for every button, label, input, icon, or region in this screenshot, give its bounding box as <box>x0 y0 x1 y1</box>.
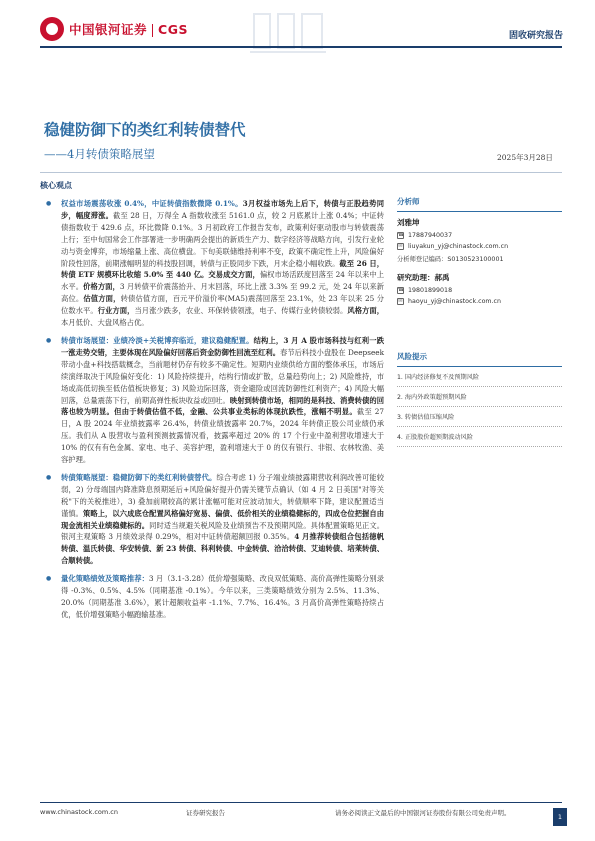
analyst-email[interactable] <box>397 243 562 250</box>
footer-website[interactable]: www.chinastock.com.cn <box>40 808 118 816</box>
paragraph-segment: 3 月（3.1-3.28）低价增强策略、改良双低策略、高价高弹性策略分别录得 -0.3%、0.5%、4.5%（同期基准 -0.1%）。今年以来，三类策略绩效分别为 2.5%、11.3%、20.0%（同期基准 3.6%），累计超额收益率 -1.1%、7.7%、16.4%。3 月高价高弹性策略持续占优，低价增强策略小幅跑输基准。 <box>61 574 384 619</box>
analyst-phone <box>397 232 562 239</box>
report-title: 稳健防御下的类红利转债替代 <box>44 120 246 139</box>
core-view-paragraph <box>44 198 384 329</box>
risk-item: 4. 正股股价超预期波动风险 <box>397 427 562 447</box>
mail-icon: ✉ <box>398 298 403 304</box>
paragraph-segment: 截至 28 日，万得全 A 指数收涨至 5161.0 点，较 2 月底累计上涨 0.4%；中证转债指数收于 429.6 点，环比微降 0.1%。3 月初政府工作报告发布，政策利好驱动股市与转债震荡上行；至中旬国常会工作部署进一步明确两会提出的新质生产力、数字经济等战略方向，引发行业轮动与资金博弈，市场缩量上涨、高位横盘。下旬美联储维持利率不变，政策不确定性上升，风险偏好阶段性回落，前期涨幅明显的科技股回调，转债与正股同步下跌，月末企稳小幅收跌。 <box>61 210 384 268</box>
paragraph-segment: 截至 26 日，转债 ETF 规模环比收缩 5.0% 至 440 亿。 <box>61 258 384 280</box>
assistant-phone-text: 19801899018 <box>408 287 453 294</box>
paragraph-segment: 4 月推荐转债组合包括徳帆转债、温氏转债、华安转债、新 23 转债、科利转债、中金转债、洽洽转债、艾迪转债、培莱转债、合顺转债。 <box>61 532 384 566</box>
mail-icon: ✉ <box>398 243 403 249</box>
page-number: 1 <box>553 808 567 826</box>
paragraph-segment: 结构上，3 月 A 股市场科技与红利一跌一涨走势交错，主要体现在风险偏好回落后资金防御性回流至红利。 <box>61 335 385 357</box>
paragraph-segment: 策略上，以六成底仓配置风格偏好宽易、偏债、低价相关的业绩稳健标的，四成仓位把握自由现金流相关业绩稳健标的。 <box>61 508 385 530</box>
paragraph-segment: 权益市场震荡收涨 0.4%，中证转债指数微降 0.1%。 <box>61 199 243 208</box>
page-header <box>0 0 595 70</box>
analyst-name: 刘雅坤 <box>397 218 420 227</box>
paragraph-segment: 截至 27 日，A 股 2024 年业绩披露率 26.4%，转债业绩披露率 20.7%，2024 年转债正股公司业绩仍承压。我们从 A 股营收与盈利预测披露情况看，披露率超过 20% 的 17 个行业中盈利营收增速大于 10% 的仅有有色金属、家电、电子、美容护理，盈利增速大于 0 的仅有银行、非银、农林牧渔、美容护理。 <box>61 407 384 465</box>
watermark-emblem-icon <box>248 8 328 56</box>
footer-divider <box>40 802 562 803</box>
report-subtitle: ——4月转债策略展望 <box>44 147 155 161</box>
logo-text: 中国银河证券 CGS <box>69 22 188 37</box>
paragraph-segment: 估值方面， <box>83 294 121 304</box>
risk-item: 1. 国内经济修复不及预期风险 <box>397 367 562 387</box>
paragraph-segment: 转债估值方面，百元平价溢价率(MA5)震荡回落至 23.1%，处 23 年以来 25 分位数水平。 <box>61 294 385 316</box>
core-views-body <box>44 198 384 627</box>
paragraph-segment: 风格方面， <box>347 306 385 316</box>
paragraph-segment: 综合考虑 1) 分子端业绩披露期营收利润改善可能较弱，2) 分母端国内降准降息预期延后+风险偏好提升仍需关键节点确认（如 4 月 2 日美国"对等关税"下的关税推进），3) 叠加前期较高的累计涨幅可能对应波动加大，转债顺率下降，建议配置适当谨慎。 <box>61 472 384 518</box>
paragraph-segment: 价格方面， <box>83 282 120 292</box>
assistant-email-text[interactable]: haoyu_yj@chinastock.com.cn <box>408 298 502 305</box>
analyst-section-heading: 分析师 <box>397 196 562 212</box>
paragraph-segment: 转债市场展望：业绩冷淡+关税博弈临近，建议稳健配置。 <box>61 335 254 345</box>
title-block <box>44 118 246 162</box>
paragraph-segment: 春节后科技小盘股在 Deepseek 带动小盘+科技搭载概念，当前题材仍存有较多不确定性。短期内业绩供给方面的整体承压，市场后续演绎取决于风险偏好变化：1) 风险持续提升，结构行情或扩散，总量趋势向上；2) 风险维持，市场或高低切换至低估值板块修复；3) 风险边际回落，资金避险或回流防御性红利资产；4) 风险大幅回落，总量震荡下行，前期高弹性板块收益或回吐。 <box>61 347 385 405</box>
analyst-email-text[interactable]: liuyakun_yj@chinastock.com.cn <box>408 243 509 250</box>
core-views-heading: 核心观点 <box>40 180 72 190</box>
paragraph-segment: 量化策略绩效及策略推荐： <box>61 574 149 584</box>
company-logo <box>40 17 188 41</box>
paragraph-segment: 当月涨少跌多，农业、环保转债领涨，电子、传媒行业转债较弱。 <box>134 306 348 316</box>
header-divider <box>40 46 562 48</box>
phone-icon: ☎ <box>398 232 405 238</box>
core-view-paragraph <box>44 335 384 466</box>
risk-item: 3. 转债估值压缩风险 <box>397 407 562 427</box>
sidebar <box>397 196 562 447</box>
paragraph-segment: 本月低价、大盘风格占优。 <box>61 318 149 328</box>
paragraph-segment: 行业方面， <box>97 306 135 316</box>
paragraph-segment: 3 月转债平价震荡抬升、月末回落，环比上涨 3.3% 至 99.2 元，处 24 年以来新高位。 <box>61 282 385 304</box>
paragraph-segment: 偏权市场活跃度回落至 24 年以来中上水平。 <box>61 270 384 292</box>
paragraph-segment: 交易成交方面， <box>208 270 260 280</box>
footer-doc-type: 证券研究报告 <box>186 809 225 817</box>
risk-section-heading: 风险提示 <box>397 351 562 367</box>
logo-circle-icon <box>40 17 64 41</box>
paragraph-segment: 3月权益市场先上后下，转债与正股趋势同步，幅度滞涨。 <box>61 199 384 220</box>
core-view-paragraph <box>44 573 384 621</box>
report-type: 固收研究报告 <box>508 31 563 41</box>
core-view-paragraph <box>44 472 384 567</box>
assistant-phone <box>397 287 562 294</box>
report-date: 2025年3月28日 <box>497 153 553 162</box>
assistant-label: 研究助理：郝禹 <box>397 273 450 282</box>
analyst-phone-text: 17887940037 <box>408 232 453 239</box>
title-divider <box>40 172 562 173</box>
paragraph-segment: 同时适当规避关税风险及业绩预告不及预期风险。具体配置策略见正文。银河主观策略 3 月绩效录得 0.29%，相对中证转债超额回报 0.35%。 <box>61 520 385 542</box>
analyst-registration: 分析师登记编码：S0130523100001 <box>397 256 504 263</box>
paragraph-segment: 映射到转债市场，相同的是科技、消费转债的回落也较为明显。但由于转债估值不低，金融、公共事业类标的体现抗跌性，涨幅不明显。 <box>61 395 385 417</box>
risk-item: 2. 海内外政策超预期风险 <box>397 387 562 407</box>
paragraph-segment: 转债策略展望：稳健防御下的类红利转债替代。 <box>61 472 217 482</box>
risk-section <box>397 351 562 447</box>
assistant-email[interactable] <box>397 298 562 305</box>
footer-disclaimer: 请务必阅读正文最后的中国银河证券股份有限公司免责声明。 <box>335 809 511 817</box>
phone-icon: ☎ <box>398 287 405 293</box>
